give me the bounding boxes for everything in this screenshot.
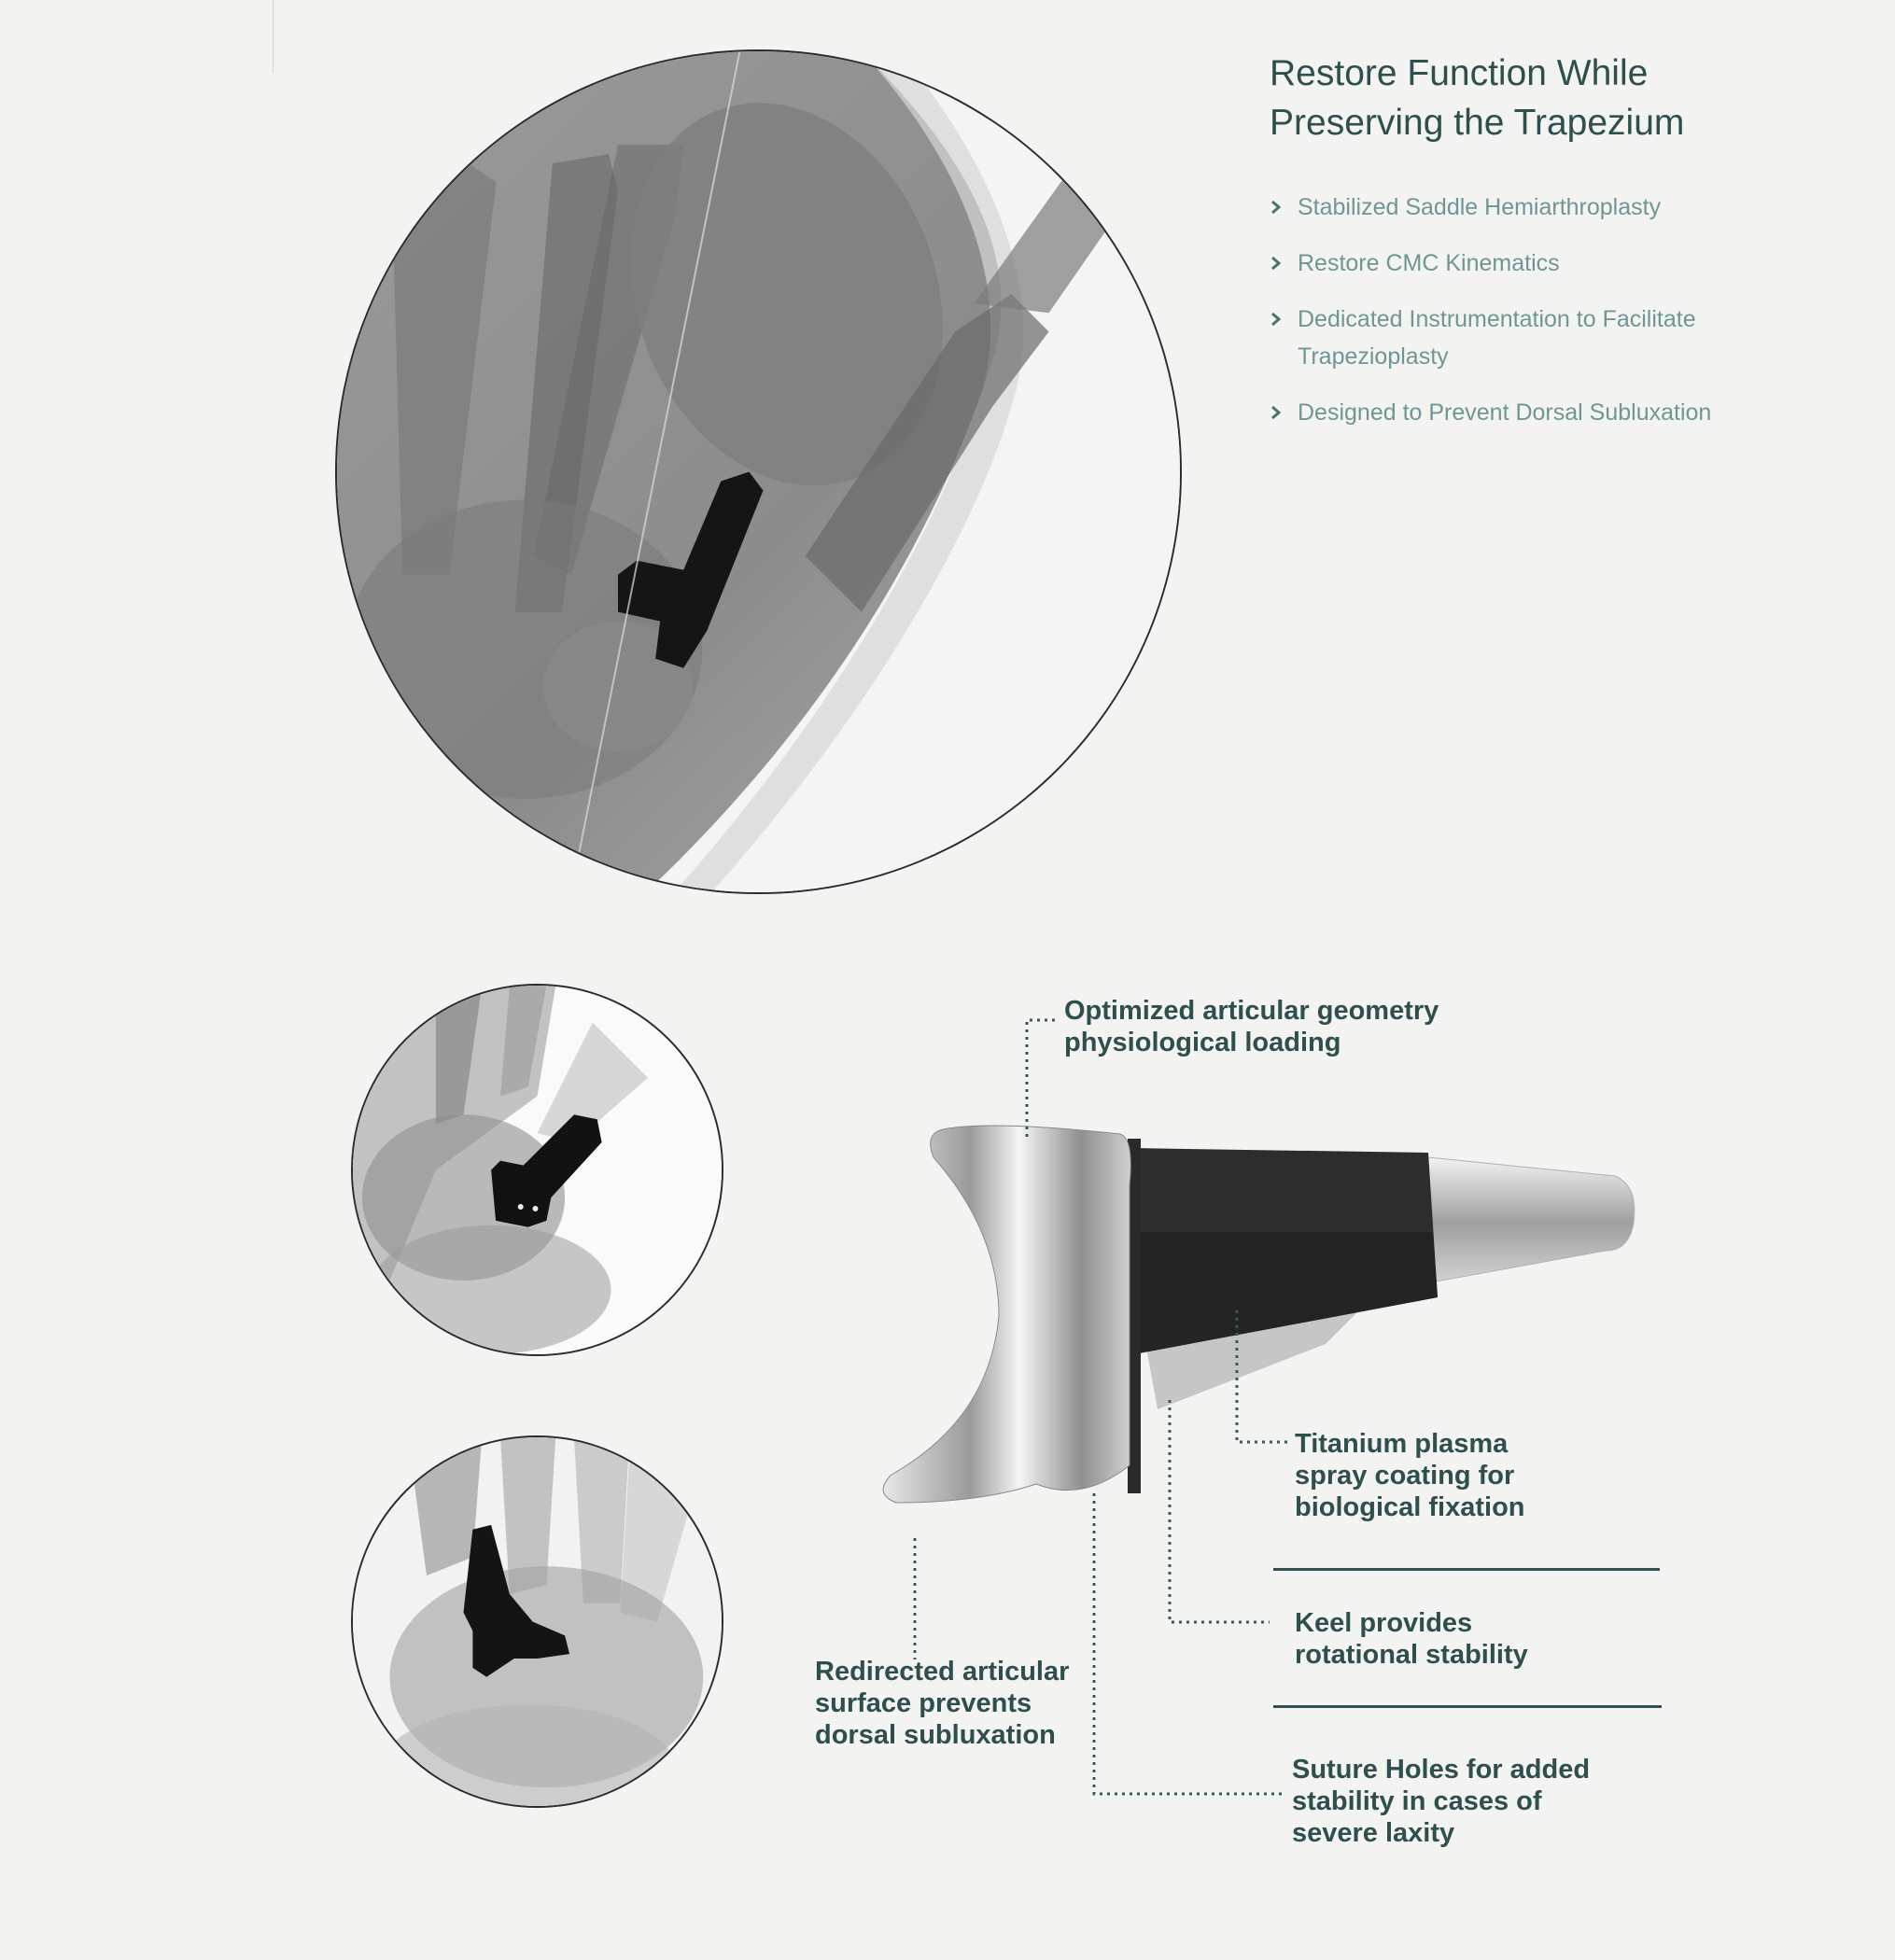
xray-image-large bbox=[335, 49, 1182, 894]
callout-keel: Keel provides rotational stability bbox=[1295, 1608, 1528, 1670]
list-item bbox=[1270, 245, 1792, 282]
feature-list bbox=[1270, 189, 1792, 450]
xray-image-small-2 bbox=[351, 1435, 723, 1808]
chevron-right-icon bbox=[1270, 201, 1283, 214]
list-item bbox=[1270, 394, 1792, 431]
callout-geometry: Optimized articular geometry physiological loading bbox=[1064, 996, 1439, 1057]
chevron-right-icon bbox=[1270, 313, 1283, 326]
list-item bbox=[1270, 301, 1792, 375]
feature-label: Stabilized Saddle Hemiarthroplasty bbox=[1298, 194, 1662, 220]
divider-rule bbox=[1273, 1568, 1660, 1571]
callout-redirected: Redirected articular surface prevents dorsal subluxation bbox=[815, 1657, 1070, 1750]
callout-titanium: Titanium plasma spray coating for biological fixation bbox=[1295, 1429, 1525, 1522]
feature-label: Dedicated Instrumentation to Facilitate Trapezioplasty bbox=[1298, 306, 1696, 370]
divider-rule bbox=[1273, 1705, 1662, 1708]
page-title: Restore Function While Preserving the Trapezium bbox=[1270, 53, 1685, 143]
callout-suture: Suture Holes for added stability in cases of severe laxity bbox=[1292, 1755, 1591, 1848]
feature-label: Designed to Prevent Dorsal Subluxation bbox=[1298, 399, 1712, 426]
divider-line bbox=[273, 0, 274, 73]
chevron-right-icon bbox=[1270, 406, 1283, 419]
feature-label: Restore CMC Kinematics bbox=[1298, 250, 1560, 276]
list-item bbox=[1270, 189, 1792, 226]
xray-image-small-1 bbox=[351, 984, 723, 1356]
chevron-right-icon bbox=[1270, 257, 1283, 270]
